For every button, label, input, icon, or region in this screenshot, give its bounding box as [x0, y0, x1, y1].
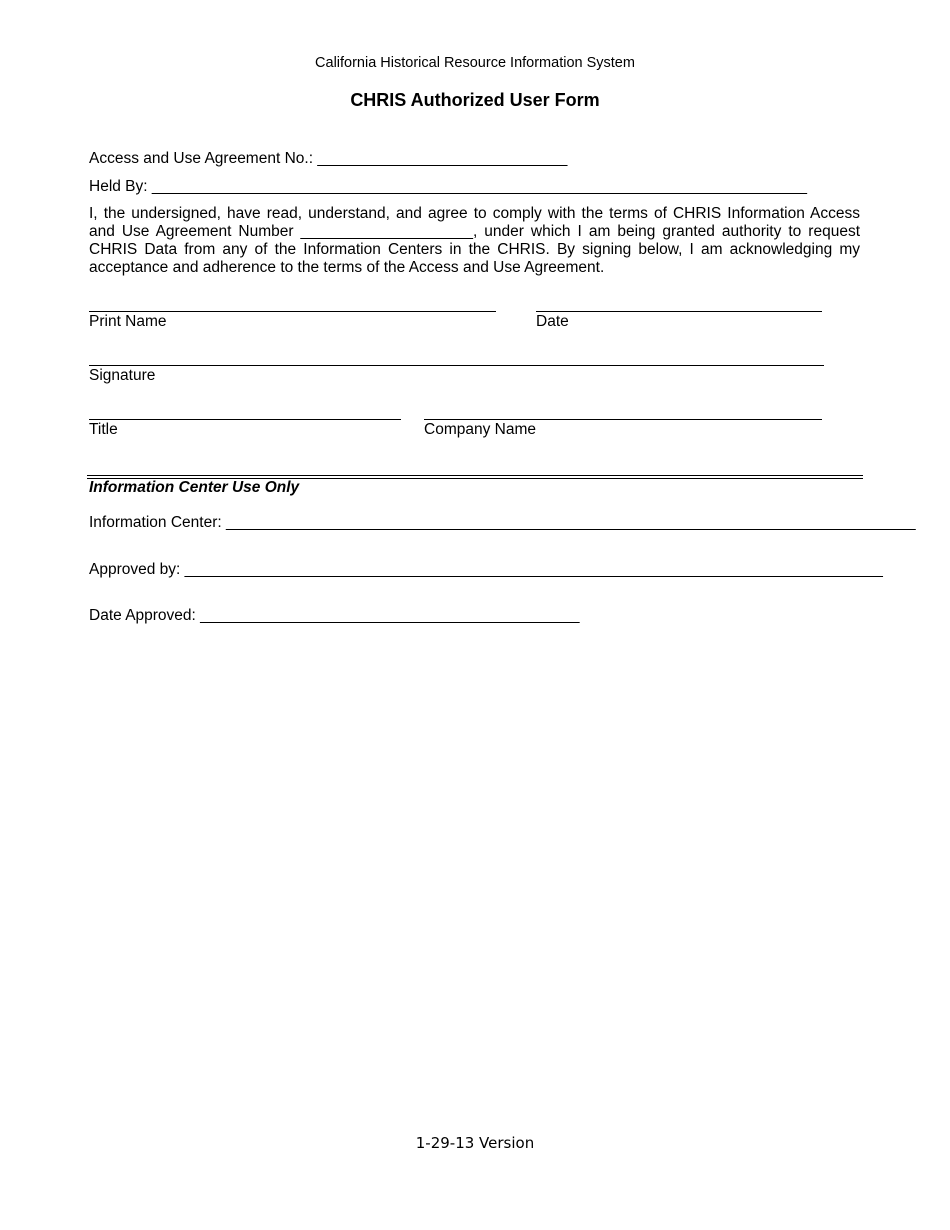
title-field[interactable]	[89, 419, 401, 420]
approved-by-line	[89, 561, 883, 579]
agreement-number-inline-field[interactable]: ____________________	[300, 223, 473, 240]
company-name-field[interactable]	[424, 419, 822, 420]
date-approved-field[interactable]: ____________________________________________	[200, 607, 580, 624]
signature-label: Signature	[89, 367, 156, 384]
print-name-field[interactable]	[89, 311, 496, 312]
held-by-line	[89, 178, 807, 196]
date-approved-label: Date Approved:	[89, 607, 196, 624]
approved-by-label: Approved by:	[89, 561, 181, 578]
version-footer: 1-29-13 Version	[415, 1134, 535, 1152]
signature-field[interactable]	[89, 365, 824, 366]
office-use-section-title: Information Center Use Only	[89, 479, 300, 496]
information-center-field[interactable]: ________________________________________________________________________________	[226, 514, 916, 531]
statement-text-part1: I, the undersigned, have read, understand, and agree to comply with the terms of CHRIS Information Access and Use Agreement Number	[89, 205, 860, 240]
held-by-field[interactable]: ____________________________________________________________________________	[151, 178, 808, 195]
approved-by-field[interactable]: _________________________________________________________________________________	[184, 561, 883, 578]
agreement-number-line	[89, 150, 567, 168]
information-center-label: Information Center:	[89, 514, 222, 531]
form-title: CHRIS Authorized User Form	[350, 90, 600, 110]
agreement-statement	[89, 205, 860, 277]
agreement-number-label: Access and Use Agreement No.:	[89, 150, 314, 167]
print-name-label: Print Name	[89, 313, 167, 330]
date-approved-line	[89, 607, 579, 625]
company-name-label: Company Name	[424, 421, 536, 438]
information-center-line	[89, 514, 916, 532]
agreement-number-field[interactable]: _____________________________	[317, 150, 568, 167]
statement-text-part2: , under which I am being granted authority to request CHRIS Data from any of the Information Centers in the CHRIS. By signing below, I am acknowledging my acceptance and adherence to the terms of the Access and Use Agreement.	[89, 223, 860, 276]
date-label: Date	[536, 313, 569, 330]
organization-name: California Historical Resource Information System	[315, 55, 635, 71]
title-label: Title	[89, 421, 118, 438]
date-field[interactable]	[536, 311, 822, 312]
held-by-label: Held By:	[89, 178, 148, 195]
